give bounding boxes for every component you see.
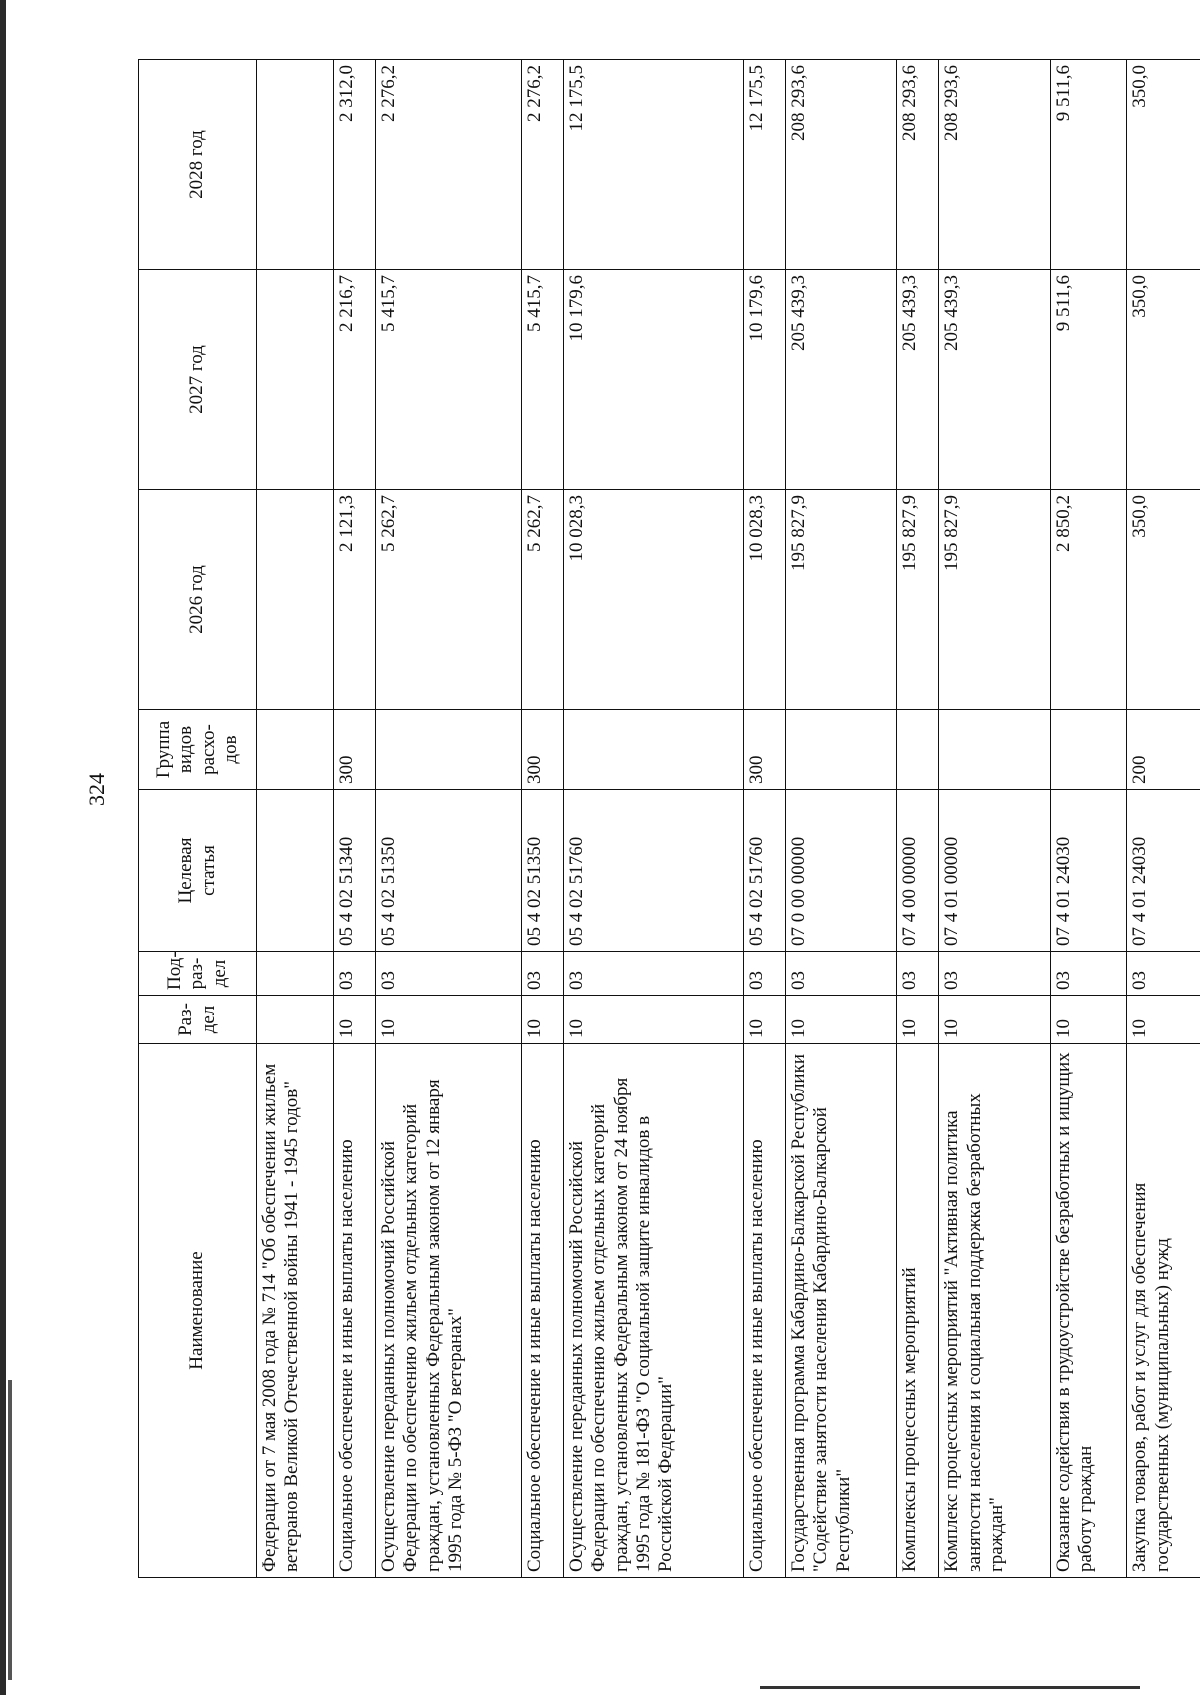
header-name: Наименование [139, 1044, 257, 1578]
cell-razdel [257, 996, 334, 1044]
cell-2028: 12 175,5 [743, 60, 785, 270]
cell-2027 [257, 270, 334, 490]
table-body [257, 60, 1200, 1578]
cell-2026: 2 121,3 [333, 490, 375, 710]
cell-2026: 2 850,2 [1050, 490, 1127, 710]
cell-2026: 10 028,3 [743, 490, 785, 710]
cell-2028: 2 276,2 [521, 60, 563, 270]
cell-2028: 208 293,6 [939, 60, 1050, 270]
cell-podrazdel: 03 [786, 952, 897, 996]
cell-2027: 2 216,7 [333, 270, 375, 490]
cell-2027: 9 511,6 [1050, 270, 1127, 490]
cell-razdel: 10 [521, 996, 563, 1044]
cell-razdel: 10 [375, 996, 521, 1044]
cell-name: Оказание содействия в трудоустройстве безработных и ищущих работу граждан [1050, 1044, 1127, 1578]
cell-gruppa [786, 710, 897, 790]
table-row [939, 60, 1050, 1578]
table-row [563, 60, 743, 1578]
cell-2028: 208 293,6 [786, 60, 897, 270]
cell-podrazdel [257, 952, 334, 996]
header-podrazdel: Под- раз- дел [139, 952, 257, 996]
cell-podrazdel: 03 [897, 952, 939, 996]
cell-2028: 2 312,0 [333, 60, 375, 270]
cell-gruppa [375, 710, 521, 790]
cell-razdel: 10 [743, 996, 785, 1044]
cell-2027: 10 179,6 [743, 270, 785, 490]
budget-table [138, 59, 1200, 1578]
cell-gruppa: 300 [333, 710, 375, 790]
cell-2028: 12 175,5 [563, 60, 743, 270]
cell-celevaya: 05 4 02 51350 [521, 790, 563, 952]
cell-celevaya: 05 4 02 51760 [743, 790, 785, 952]
cell-2026: 10 028,3 [563, 490, 743, 710]
cell-2028: 2 276,2 [375, 60, 521, 270]
cell-celevaya [257, 790, 334, 952]
cell-celevaya: 05 4 02 51350 [375, 790, 521, 952]
header-2027: 2027 год [139, 270, 257, 490]
cell-gruppa [1050, 710, 1127, 790]
scan-border-bottom [760, 1686, 1140, 1689]
cell-razdel: 10 [939, 996, 1050, 1044]
scan-border-left-mark [8, 1380, 12, 1680]
cell-razdel: 10 [897, 996, 939, 1044]
cell-name: Комплекс процессных мероприятий "Активная политика занятости населения и социальная поддержка безработных граждан" [939, 1044, 1050, 1578]
cell-2026: 350,0 [1127, 490, 1200, 710]
cell-podrazdel: 03 [375, 952, 521, 996]
cell-2028 [257, 60, 334, 270]
header-2028: 2028 год [139, 60, 257, 270]
header-razdel: Раз- дел [139, 996, 257, 1044]
cell-razdel: 10 [1050, 996, 1127, 1044]
cell-razdel: 10 [333, 996, 375, 1044]
cell-celevaya: 07 4 00 00000 [897, 790, 939, 952]
table-row [1050, 60, 1127, 1578]
scan-border-left [0, 0, 6, 1695]
cell-gruppa: 200 [1127, 710, 1200, 790]
cell-podrazdel: 03 [1050, 952, 1127, 996]
cell-gruppa [257, 710, 334, 790]
cell-name: Государственная программа Кабардино-Балкарской Республики "Содействие занятости населения Кабардино-Балкарской Республики" [786, 1044, 897, 1578]
cell-gruppa [939, 710, 1050, 790]
page-number: 324 [84, 773, 109, 806]
table-header-row [139, 60, 257, 1578]
cell-name: Осуществление переданных полномочий Российской Федерации по обеспечению жильем отдельных категорий граждан, установленных Федеральным законом от 12 января 1995 года № 5-ФЗ "О ветеранах" [375, 1044, 521, 1578]
cell-gruppa: 300 [521, 710, 563, 790]
cell-name: Социальное обеспечение и иные выплаты населению [521, 1044, 563, 1578]
rotated-table-container [138, 60, 1200, 1578]
cell-2028: 350,0 [1127, 60, 1200, 270]
cell-name: Осуществление переданных полномочий Российской Федерации по обеспечению жильем отдельных категорий граждан, установленных Федеральным законом от 24 ноября 1995 года № 181-ФЗ "О социальной защите инвалидов в Российской Федерации" [563, 1044, 743, 1578]
cell-2026: 195 827,9 [939, 490, 1050, 710]
cell-podrazdel: 03 [563, 952, 743, 996]
cell-2028: 9 511,6 [1050, 60, 1127, 270]
cell-podrazdel: 03 [521, 952, 563, 996]
cell-podrazdel: 03 [1127, 952, 1200, 996]
cell-gruppa [563, 710, 743, 790]
cell-2027: 205 439,3 [897, 270, 939, 490]
cell-2027: 5 415,7 [521, 270, 563, 490]
cell-2027: 205 439,3 [786, 270, 897, 490]
cell-2027: 5 415,7 [375, 270, 521, 490]
cell-2026: 5 262,7 [521, 490, 563, 710]
cell-razdel: 10 [1127, 996, 1200, 1044]
cell-name: Комплексы процессных мероприятий [897, 1044, 939, 1578]
table-row [786, 60, 897, 1578]
cell-name: Федерации от 7 мая 2008 года № 714 "Об обеспечении жильем ветеранов Великой Отечественной войны 1941 - 1945 годов" [257, 1044, 334, 1578]
header-gruppa: Группа видов расхо- дов [139, 710, 257, 790]
cell-celevaya: 07 0 00 00000 [786, 790, 897, 952]
cell-celevaya: 05 4 02 51340 [333, 790, 375, 952]
cell-gruppa [897, 710, 939, 790]
cell-2026: 5 262,7 [375, 490, 521, 710]
cell-podrazdel: 03 [333, 952, 375, 996]
cell-2026: 195 827,9 [786, 490, 897, 710]
table-row [333, 60, 375, 1578]
cell-podrazdel: 03 [743, 952, 785, 996]
cell-razdel: 10 [786, 996, 897, 1044]
header-2026: 2026 год [139, 490, 257, 710]
cell-2028: 208 293,6 [897, 60, 939, 270]
cell-name: Закупка товаров, работ и услуг для обеспечения государственных (муниципальных) нужд [1127, 1044, 1200, 1578]
table-row [257, 60, 334, 1578]
cell-celevaya: 07 4 01 24030 [1050, 790, 1127, 952]
table-row [375, 60, 521, 1578]
cell-name: Социальное обеспечение и иные выплаты населению [743, 1044, 785, 1578]
cell-celevaya: 07 4 01 24030 [1127, 790, 1200, 952]
header-celevaya: Целевая статья [139, 790, 257, 952]
table-row [1127, 60, 1200, 1578]
cell-2027: 350,0 [1127, 270, 1200, 490]
cell-razdel: 10 [563, 996, 743, 1044]
cell-podrazdel: 03 [939, 952, 1050, 996]
cell-2026: 195 827,9 [897, 490, 939, 710]
cell-2027: 205 439,3 [939, 270, 1050, 490]
cell-2026 [257, 490, 334, 710]
table-row [521, 60, 563, 1578]
table-row [897, 60, 939, 1578]
cell-gruppa: 300 [743, 710, 785, 790]
cell-2027: 10 179,6 [563, 270, 743, 490]
cell-celevaya: 05 4 02 51760 [563, 790, 743, 952]
table-row [743, 60, 785, 1578]
cell-name: Социальное обеспечение и иные выплаты населению [333, 1044, 375, 1578]
cell-celevaya: 07 4 01 00000 [939, 790, 1050, 952]
